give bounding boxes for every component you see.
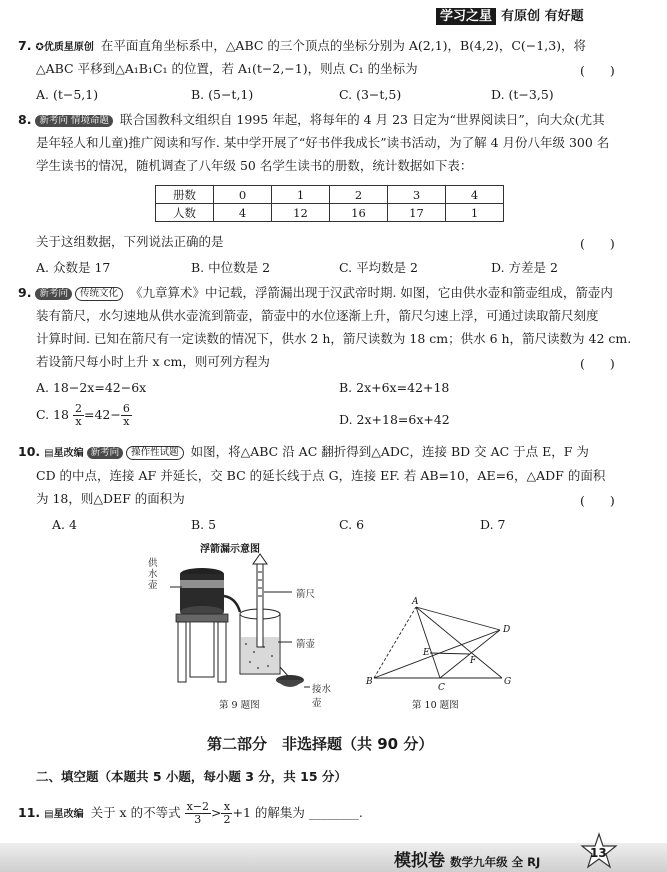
- tag-new-direction: 新考向: [87, 447, 124, 459]
- answer-paren: ( ): [580, 493, 615, 508]
- part-title: 第二部分 非选择题（共 90 分）: [207, 735, 434, 753]
- tag-adapted: ▤星改编: [44, 809, 84, 820]
- option-c: C. 18 $\frac{2}{x}$ =42− $\frac{6}{x}$: [36, 402, 130, 428]
- fraction: $\frac{6}{x}$: [122, 402, 130, 428]
- table-cell: 0: [214, 186, 272, 204]
- question-number: 7.: [18, 38, 32, 53]
- table-cell: 1: [446, 204, 504, 222]
- table-row: [156, 186, 504, 204]
- document-icon: ▤: [44, 448, 54, 459]
- footer-series: 模拟卷: [394, 851, 445, 871]
- question-7-line2: [36, 61, 418, 77]
- brand-header: [436, 5, 584, 24]
- table-cell: 3: [388, 186, 446, 204]
- label-arrow-pot: 箭壶: [296, 639, 316, 650]
- table-cell: 1: [272, 186, 330, 204]
- figure-9-caption: 第 9 题图: [219, 700, 260, 711]
- option-b: B. 2x+6x=42+18: [339, 380, 450, 395]
- water-clock-illustration: [140, 552, 340, 697]
- answer-paren: ( ): [580, 356, 615, 371]
- question-9-line1: [18, 285, 613, 301]
- option-d: D. 2x+18=6x+42: [339, 412, 450, 427]
- table-cell: 4: [446, 186, 504, 204]
- option-d: D. (t−3,5): [491, 87, 554, 102]
- data-table: [155, 185, 504, 222]
- tag-adapted: ▤星改编: [44, 448, 84, 459]
- question-10-line3: 为 18，则△DEF 的面积为: [36, 491, 185, 506]
- answer-paren: ( ): [580, 236, 615, 251]
- table-cell: 17: [388, 204, 446, 222]
- fraction: $\frac{x}{2}$: [223, 800, 231, 826]
- question-8-line1: [18, 112, 605, 128]
- tag-original: ✪优质星原创: [35, 42, 94, 53]
- figure-10: [360, 595, 520, 695]
- footer-subtitle: 数学九年级 全 RJ: [450, 855, 541, 869]
- option-b: B. (5−t,1): [191, 87, 254, 102]
- table-header: 册数: [156, 186, 214, 204]
- tag-new-direction: 新考向 情境命题: [35, 115, 113, 127]
- point-label: F: [470, 656, 477, 666]
- fraction: $\frac{x-2}{3}$: [186, 800, 209, 826]
- table-cell: 16: [330, 204, 388, 222]
- question-9-line4: 若设箭尺每小时上升 x cm，则可列方程为: [36, 354, 270, 369]
- question-9-line2: 装有箭尺，水匀速地从供水壶流到箭壶，箭壶中的水位逐渐上升，箭尺匀速上浮，可通过读取箭尺刻度: [36, 308, 599, 323]
- question-text: △ABC 平移到△A₁B₁C₁ 的位置，若 A₁(t−2,−1)，则点 C₁ 的坐标为: [36, 61, 418, 76]
- option-a: A. (t−5,1): [36, 87, 99, 102]
- tag-culture: 传统文化: [75, 287, 123, 301]
- answer-blank[interactable]: ________.: [308, 805, 363, 820]
- question-8-prompt: 关于这组数据，下列说法正确的是: [36, 234, 224, 249]
- question-text: 关于 x 的不等式: [90, 805, 181, 820]
- option-a: A. 众数是 17: [36, 260, 111, 275]
- option-d: D. 方差是 2: [491, 260, 558, 275]
- question-text: 如图，将△ABC 沿 AC 翻折得到△ADC，连接 BD 交 AC 于点 E，F 为: [190, 444, 589, 459]
- brand-slogan: 有原创 有好题: [501, 9, 584, 24]
- question-10-line1: [18, 444, 589, 462]
- table-cell: 4: [214, 204, 272, 222]
- question-text: 《九章算术》中记载，浮箭漏出现于汉武帝时期. 如图，它由供水壶和箭壶组成，箭壶内: [129, 285, 613, 300]
- option-c: C. 6: [339, 517, 365, 532]
- point-label: A: [412, 597, 419, 607]
- question-number: 8.: [18, 112, 32, 127]
- point-label: C: [438, 683, 445, 693]
- table-cell: 2: [330, 186, 388, 204]
- section-title: 二、填空题（本题共 5 小题，每小题 3 分，共 15 分）: [36, 769, 347, 784]
- page-number: 13: [590, 846, 607, 860]
- label-arrow-ruler: 箭尺: [296, 589, 316, 600]
- table-row: [156, 204, 504, 222]
- footer-title: [394, 846, 540, 871]
- tag-new-direction: 新考向: [35, 288, 72, 300]
- footer-bar: [0, 843, 667, 872]
- label-supply-pot: 供水壶: [148, 558, 158, 591]
- brand-logo: 学习之星: [436, 8, 496, 25]
- figure-9: [140, 540, 340, 710]
- point-label: D: [503, 625, 511, 635]
- question-number: 11.: [18, 805, 41, 820]
- question-text: 联合国教科文组织自 1995 年起，将每年的 4 月 23 日定为“世界阅读日”，向大众(尤其: [119, 112, 605, 127]
- figure-title: 浮箭漏示意图: [200, 544, 260, 555]
- point-label: B: [366, 677, 373, 687]
- figure-10-caption: 第 10 题图: [412, 700, 459, 711]
- fraction: $\frac{2}{x}$: [74, 402, 82, 428]
- table-cell: 12: [272, 204, 330, 222]
- star-icon: ✪: [35, 42, 44, 53]
- point-label: G: [504, 677, 512, 687]
- answer-paren: ( ): [580, 63, 615, 78]
- option-d: D. 7: [480, 517, 506, 532]
- option-b: B. 5: [191, 517, 217, 532]
- label-catch-pot: 接水壶: [312, 684, 332, 709]
- question-number: 10.: [18, 444, 41, 459]
- document-icon: ▤: [44, 809, 54, 820]
- option-c: C. 平均数是 2: [339, 260, 418, 275]
- question-9-line3: 计算时间. 已知在箭尺有一定读数的情况下，供水 2 h，箭尺读数为 18 cm；供水 6 h，箭尺读数为 42 cm.: [36, 331, 632, 346]
- option-b: B. 中位数是 2: [191, 260, 271, 275]
- option-a: A. 18−2x=42−6x: [36, 380, 147, 395]
- point-label: E: [423, 648, 430, 658]
- question-text: 在平面直角坐标系中，△ABC 的三个顶点的坐标分别为 A(2,1)，B(4,2)，C(−1,3)，将: [100, 38, 587, 53]
- question-number: 9.: [18, 285, 32, 300]
- question-11: 11. ▤星改编 关于 x 的不等式 $\frac{x-2}{3}$ > $\frac{x}{2}$ +1 的解集为 ________.: [18, 800, 363, 826]
- question-8-line2: 是年轻人和儿童)推广阅读和写作. 某中学开展了“好书伴我成长”读书活动，为了解 4 月份八年级 300 名: [36, 135, 610, 150]
- question-8-line3: 学生读书的情况，随机调查了八年级 50 名学生读书的册数，统计数据如下表：: [36, 158, 473, 173]
- option-a: A. 4: [52, 517, 77, 532]
- question-7-line1: [18, 38, 586, 56]
- question-10-line2: CD 的中点，连接 AF 并延长，交 BC 的延长线于点 G，连接 EF. 若 AB=10，AE=6，△ADF 的面积: [36, 468, 606, 483]
- table-header: 人数: [156, 204, 214, 222]
- tag-operation: 操作性试题: [126, 446, 184, 460]
- option-c: C. (3−t,5): [339, 87, 402, 102]
